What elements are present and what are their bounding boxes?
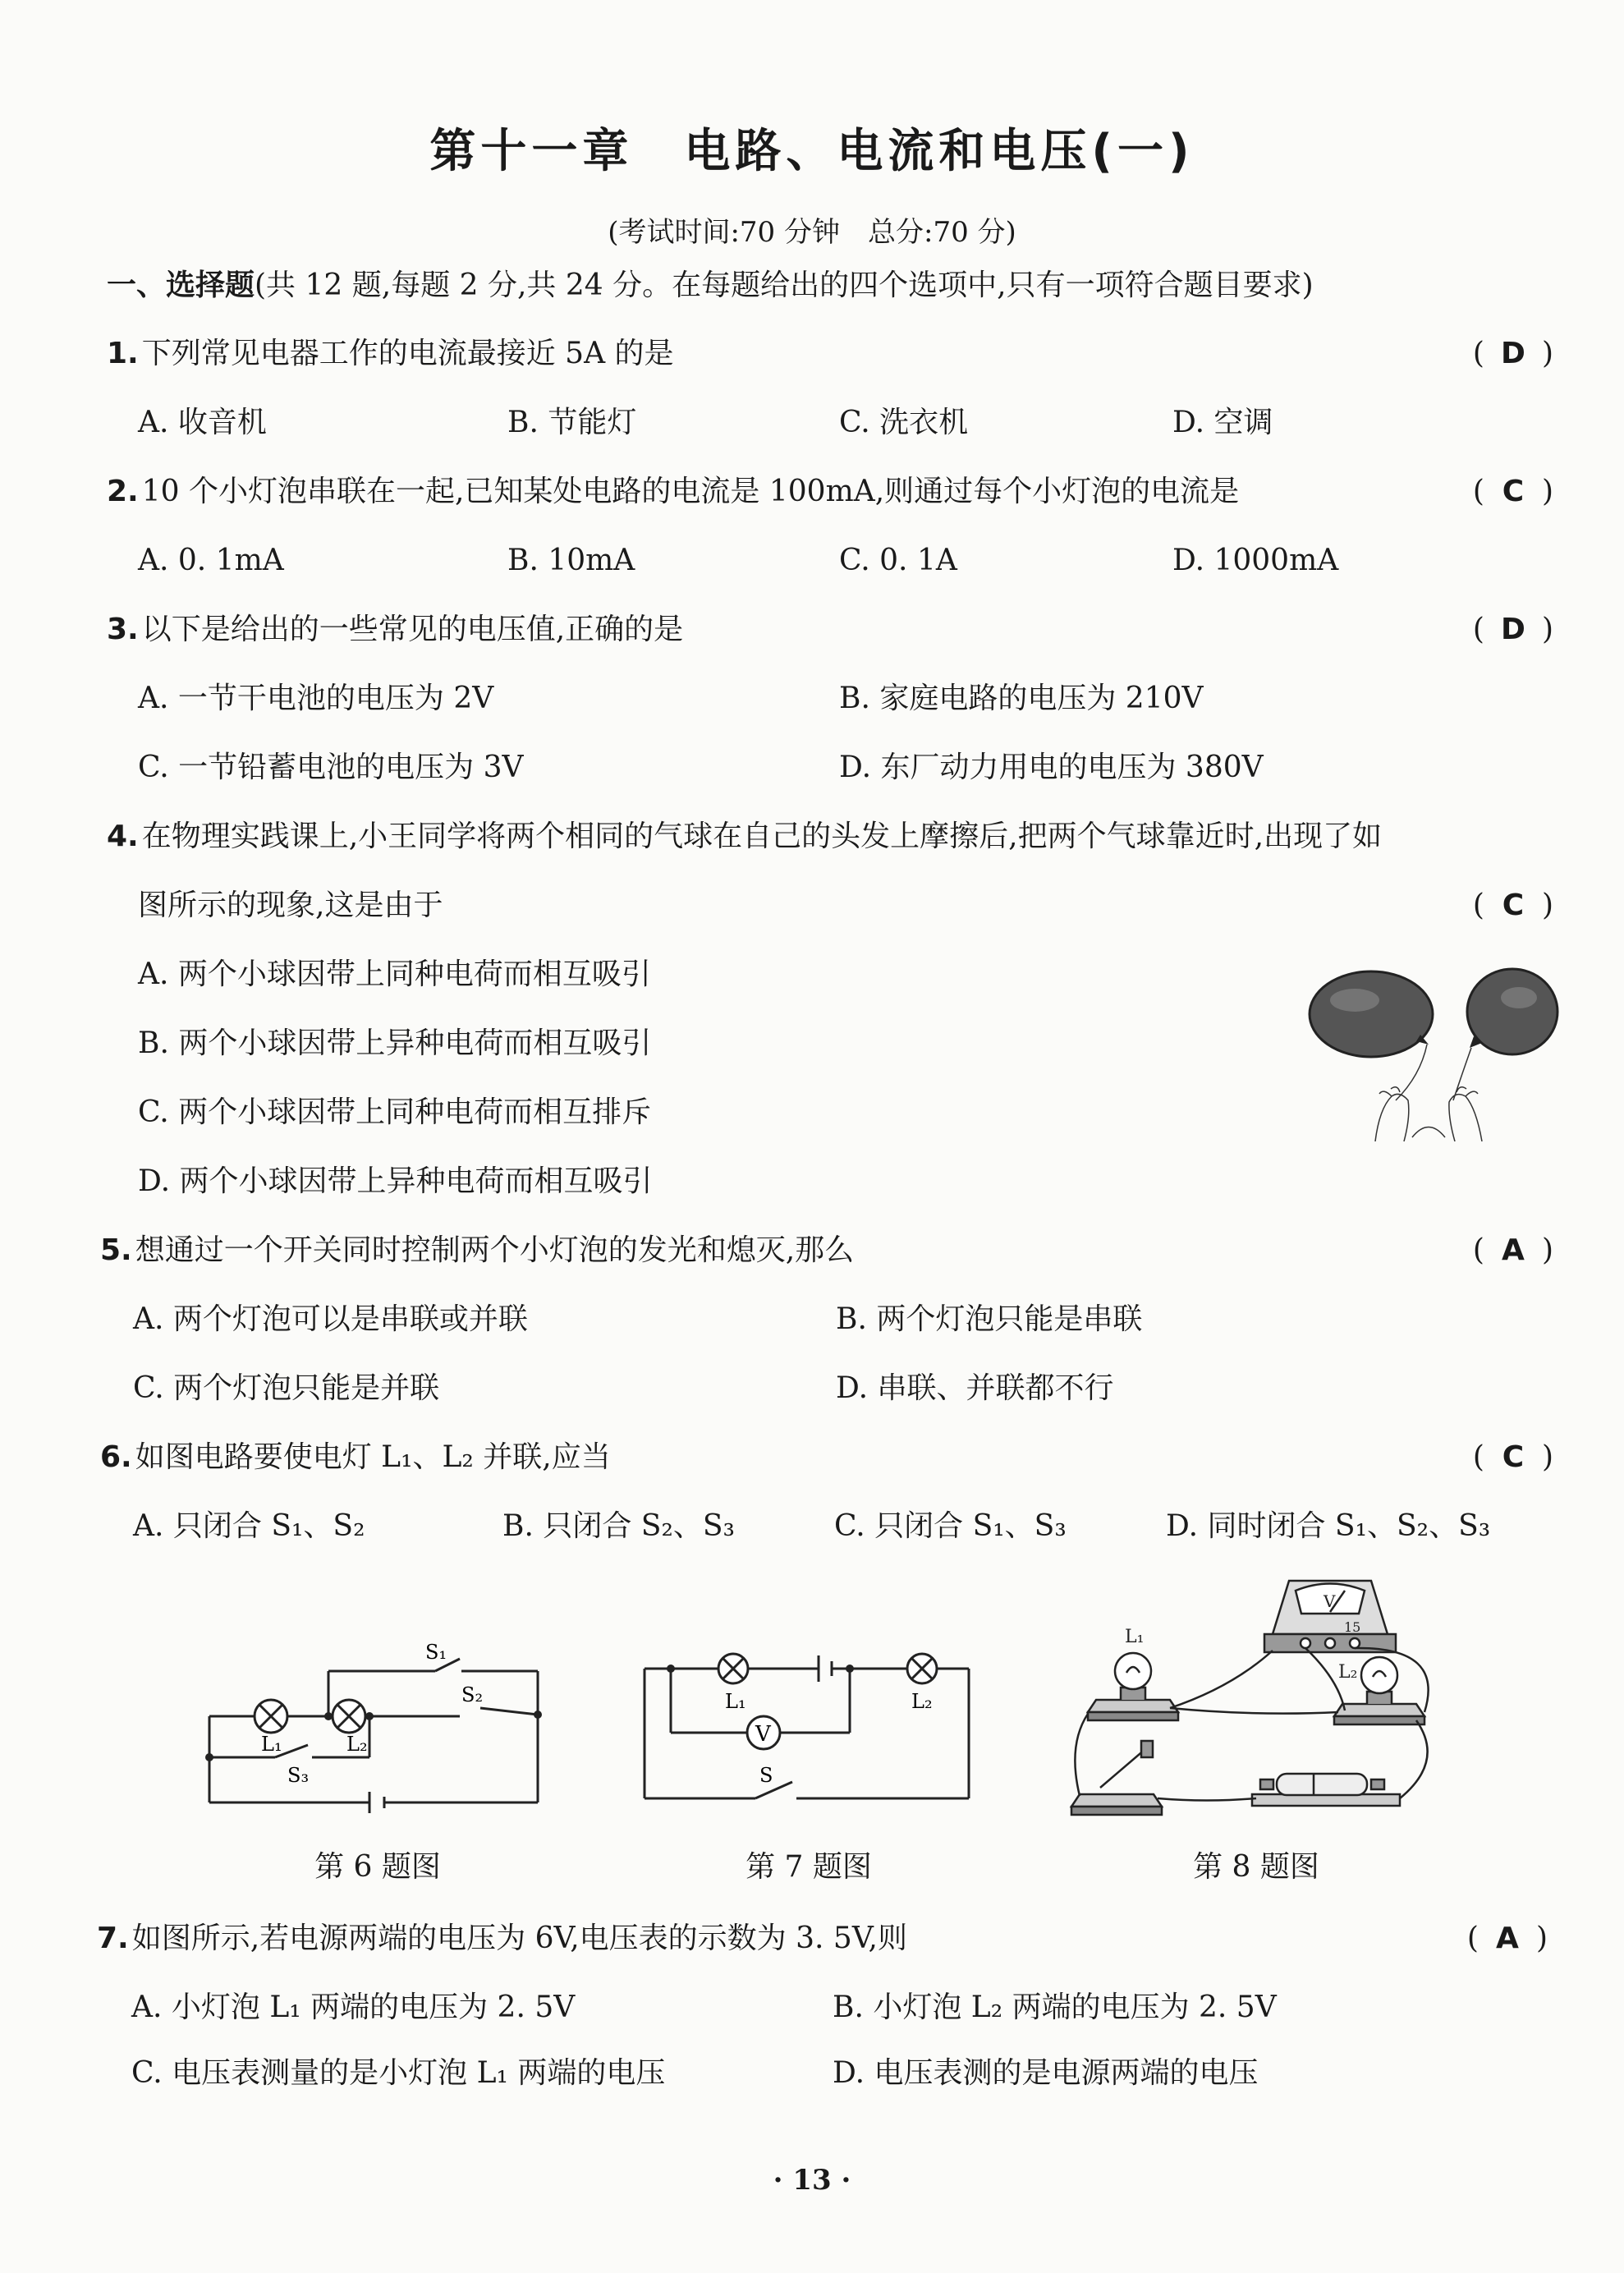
option-5c: C. 两个灯泡只能是并联 xyxy=(133,1371,440,1405)
answer-slot-7[interactable] xyxy=(1424,1920,1548,1958)
question-5 xyxy=(100,1232,854,1270)
fig7-circuit xyxy=(636,1651,981,1807)
option-5d: D. 串联、并联都不行 xyxy=(836,1371,1114,1405)
question-number: 6. xyxy=(100,1440,132,1474)
paren-right: ) xyxy=(1541,337,1553,370)
section-description: (共 12 题,每题 2 分,共 24 分。在每题给出的四个选项中,只有一项符合题目要求) xyxy=(255,269,1314,302)
paren-left: ( xyxy=(1472,337,1484,370)
answer-choice: A xyxy=(1496,1922,1519,1955)
question-4 xyxy=(107,818,1382,856)
question-number: 4. xyxy=(107,820,139,853)
lamp-holder-L1 xyxy=(1088,1653,1178,1720)
option-4b: B. 两个小球因带上异种电荷而相互吸引 xyxy=(138,1026,652,1060)
lamp-L1 xyxy=(255,1700,287,1733)
label-L1: L₁ xyxy=(261,1733,282,1756)
answer-slot-4[interactable] xyxy=(1430,887,1553,925)
option-7a: A. 小灯泡 L₁ 两端的电压为 2. 5V xyxy=(131,1991,576,2024)
option-6d: D. 同时闭合 S₁、S₂、S₃ xyxy=(1166,1509,1491,1543)
paren-right: ) xyxy=(1541,1440,1553,1474)
paren-right: ) xyxy=(1541,475,1553,508)
question-1 xyxy=(107,335,674,373)
fig8-caption: 第 8 题图 xyxy=(1193,1850,1319,1884)
answer-choice: C xyxy=(1502,1440,1525,1474)
question-text: 如图电路要使电灯 L₁、L₂ 并联,应当 xyxy=(135,1440,611,1474)
knife-switch xyxy=(1071,1741,1162,1815)
option-6c: C. 只闭合 S₁、S₃ xyxy=(834,1509,1067,1543)
paren-right: ) xyxy=(1541,613,1553,646)
paren-right: ) xyxy=(1541,889,1553,922)
paren-right: ) xyxy=(1535,1922,1548,1955)
page-number: · 13 · xyxy=(773,2164,851,2197)
answer-slot-6[interactable] xyxy=(1430,1439,1553,1476)
answer-slot-3[interactable] xyxy=(1430,611,1553,649)
option-4a: A. 两个小球因带上同种电荷而相互吸引 xyxy=(138,957,651,991)
section-title: 一、选择题 xyxy=(107,269,255,302)
label-L2: L₂ xyxy=(911,1690,933,1713)
option-6b: B. 只闭合 S₂、S₃ xyxy=(502,1509,735,1543)
option-7d: D. 电压表测的是电源两端的电压 xyxy=(833,2056,1259,2090)
voltmeter-symbol xyxy=(747,1716,780,1749)
answer-choice: C xyxy=(1502,889,1525,922)
label-V: V xyxy=(1324,1591,1336,1611)
answer-slot-5[interactable] xyxy=(1430,1232,1553,1270)
paren-right: ) xyxy=(1541,1233,1553,1267)
question-text: 想通过一个开关同时控制两个小灯泡的发光和熄灭,那么 xyxy=(135,1233,855,1267)
paren-left: ( xyxy=(1472,475,1484,508)
section-heading xyxy=(107,267,1314,305)
label-L1: L₁ xyxy=(725,1690,746,1713)
fig6-caption: 第 6 题图 xyxy=(314,1850,441,1884)
answer-choice: C xyxy=(1502,475,1525,508)
question-4-continued: 图所示的现象,这是由于 xyxy=(138,889,443,922)
option-5a: A. 两个灯泡可以是串联或并联 xyxy=(133,1302,528,1336)
label-L2: L₂ xyxy=(346,1733,368,1756)
answer-slot-2[interactable] xyxy=(1430,473,1553,511)
question-2 xyxy=(107,473,1239,511)
option-7b: B. 小灯泡 L₂ 两端的电压为 2. 5V xyxy=(833,1991,1277,2024)
option-1a: A. 收音机 xyxy=(138,406,267,439)
option-2b: B. 10mA xyxy=(507,544,635,577)
page-title: 第十一章 电路、电流和电压(一) xyxy=(429,125,1195,178)
hands-sketch xyxy=(1375,1087,1482,1141)
answer-slot-1[interactable] xyxy=(1430,335,1553,373)
right-balloon xyxy=(1453,969,1557,1100)
lamp-L2 xyxy=(907,1654,937,1683)
question-text: 下列常见电器工作的电流最接近 5A 的是 xyxy=(141,337,674,370)
answer-choice: D xyxy=(1501,337,1525,370)
label-S: S xyxy=(759,1764,773,1787)
answer-choice: A xyxy=(1502,1233,1525,1267)
question-text: 如图所示,若电源两端的电压为 6V,电压表的示数为 3. 5V,则 xyxy=(131,1922,907,1955)
balloons-figure xyxy=(1297,953,1560,1141)
question-number: 2. xyxy=(107,475,139,508)
option-1d: D. 空调 xyxy=(1172,406,1273,439)
option-3c: C. 一节铅蓄电池的电压为 3V xyxy=(138,751,524,784)
option-1b: B. 节能灯 xyxy=(507,406,637,439)
paren-left: ( xyxy=(1472,1440,1484,1474)
question-number: 1. xyxy=(107,337,139,370)
voltmeter-device xyxy=(1264,1581,1396,1652)
option-7c: C. 电压表测量的是小灯泡 L₁ 两端的电压 xyxy=(131,2056,666,2090)
question-number: 7. xyxy=(97,1922,129,1955)
option-1c: C. 洗衣机 xyxy=(839,406,969,439)
fig8-apparatus xyxy=(1067,1573,1453,1827)
battery-box xyxy=(1252,1774,1400,1806)
label-S2: S₂ xyxy=(461,1683,484,1706)
label-V: V xyxy=(755,1722,771,1747)
label-L2: L₂ xyxy=(1338,1662,1358,1683)
option-3d: D. 东厂动力用电的电压为 380V xyxy=(839,751,1264,784)
question-6 xyxy=(100,1439,611,1476)
option-2d: D. 1000mA xyxy=(1172,544,1339,577)
paren-left: ( xyxy=(1466,1922,1479,1955)
exam-info: (考试时间:70 分钟 总分:70 分) xyxy=(608,216,1016,249)
label-L1: L₁ xyxy=(1125,1627,1145,1647)
answer-choice: D xyxy=(1501,613,1525,646)
paren-left: ( xyxy=(1472,889,1484,922)
question-number: 5. xyxy=(100,1233,132,1267)
option-3b: B. 家庭电路的电压为 210V xyxy=(839,682,1204,715)
question-7 xyxy=(97,1920,907,1958)
fig7-caption: 第 7 题图 xyxy=(745,1850,872,1884)
label-S3: S₃ xyxy=(287,1764,310,1787)
question-text: 以下是给出的一些常见的电压值,正确的是 xyxy=(141,613,684,646)
question-text: 10 个小灯泡串联在一起,已知某处电路的电流是 100mA,则通过每个小灯泡的电流是 xyxy=(141,475,1240,508)
option-4c: C. 两个小球因带上同种电荷而相互排斥 xyxy=(138,1095,652,1129)
option-6a: A. 只闭合 S₁、S₂ xyxy=(133,1509,365,1543)
option-2c: C. 0. 1A xyxy=(839,544,957,577)
question-text: 在物理实践课上,小王同学将两个相同的气球在自己的头发上摩擦后,把两个气球靠近时,出现了如 xyxy=(141,820,1383,853)
fig6-circuit xyxy=(197,1634,558,1823)
option-4d: D. 两个小球因带上异种电荷而相互吸引 xyxy=(138,1164,653,1198)
paren-left: ( xyxy=(1472,1233,1484,1267)
question-number: 3. xyxy=(107,613,139,646)
lamp-L1 xyxy=(718,1654,748,1683)
option-2a: A. 0. 1mA xyxy=(138,544,284,577)
paren-left: ( xyxy=(1472,613,1484,646)
lamp-L2 xyxy=(333,1700,365,1733)
question-3 xyxy=(107,611,683,649)
left-balloon xyxy=(1310,971,1433,1100)
label-scale: 15 xyxy=(1344,1619,1361,1635)
option-5b: B. 两个灯泡只能是串联 xyxy=(836,1302,1143,1336)
label-S1: S₁ xyxy=(425,1641,447,1664)
option-3a: A. 一节干电池的电压为 2V xyxy=(138,682,494,715)
